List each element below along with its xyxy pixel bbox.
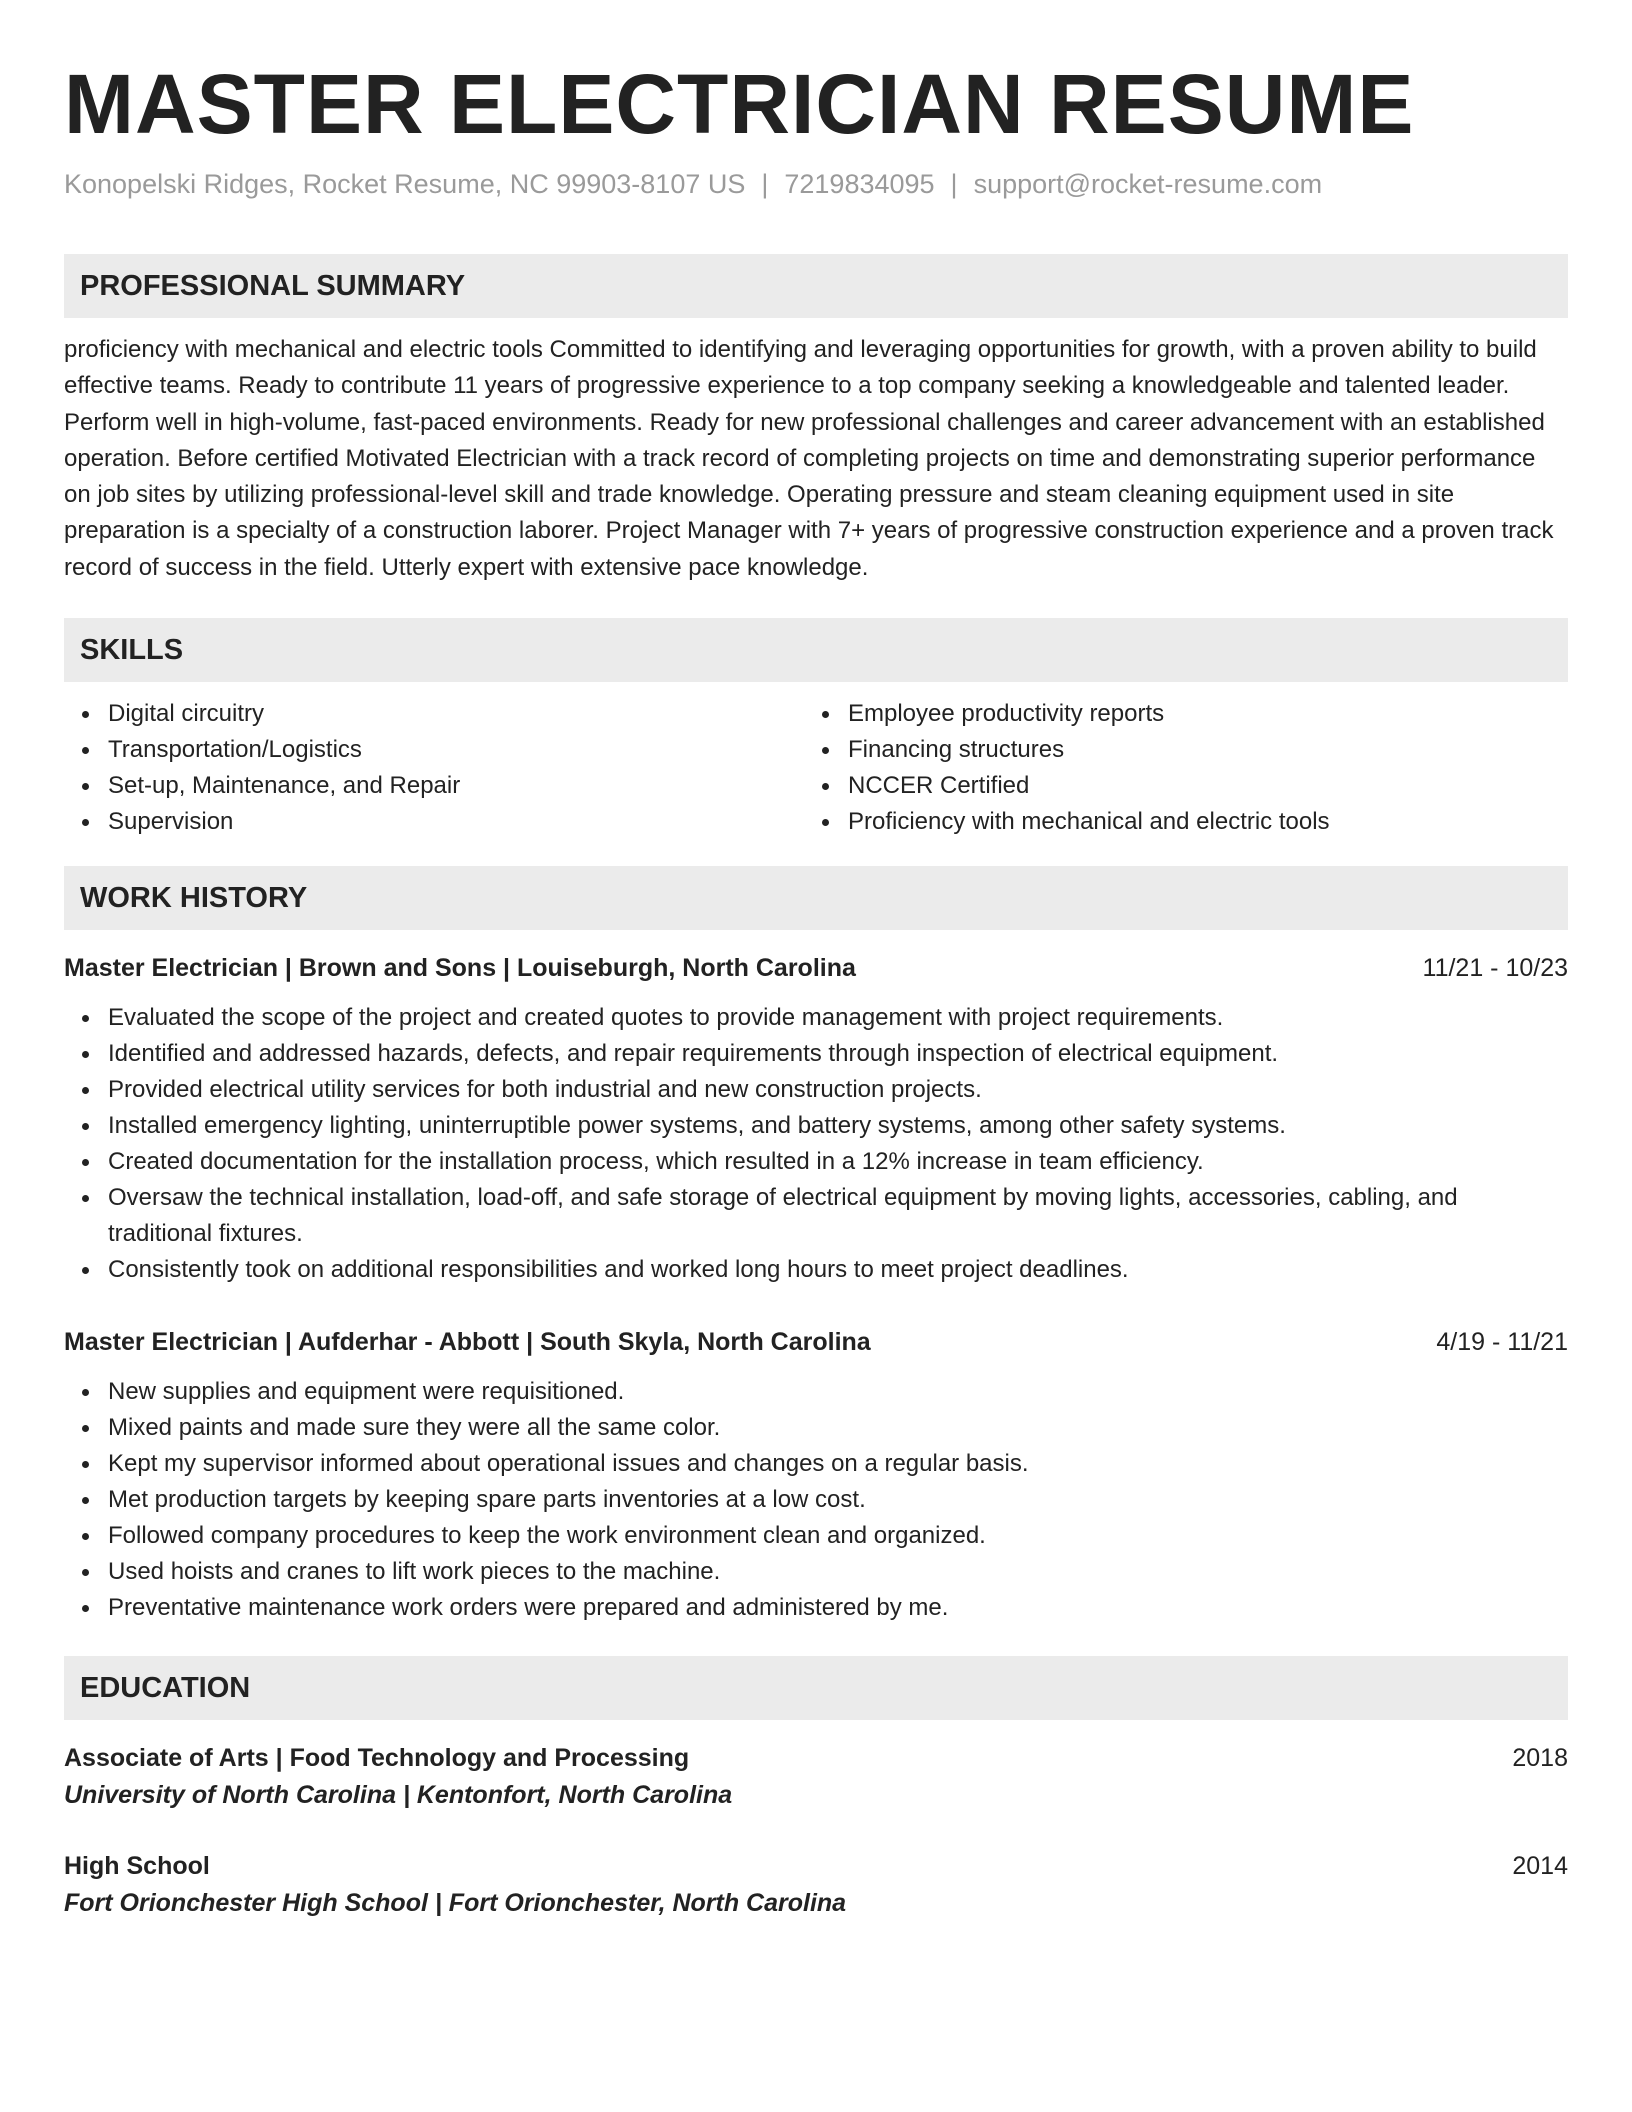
education-header (64, 1740, 1568, 1776)
job-bullets (64, 1374, 1568, 1626)
summary-text: proficiency with mechanical and electric tools Committed to identifying and leveraging opportunities for growth, with a proven ability to build effective teams. Ready to contribute 11 years of progressive experience to a top company seeking a knowledgeable and talented leader. Perform well in high-volume, fast-paced environments. Ready for new professional challenges and career advancement with an established operation. Before certified Motivated Electrician with a track record of completing projects on time and demonstrating superior performance on job sites by utilizing professional-level skill and trade knowledge. Operating pressure and steam cleaning equipment used in site preparation is a specialty of a construction laborer. Project Manager with 7+ years of progressive construction experience and a proven track record of success in the field. Utterly expert with extensive pace knowledge. (64, 336, 1554, 581)
job-bullet: Provided electrical utility services for both industrial and new construction projects. (108, 1072, 1568, 1108)
contact-email: support@rocket-resume.com (973, 169, 1323, 199)
skill-item: Proficiency with mechanical and electric tools (848, 804, 1544, 840)
job-header (64, 950, 1568, 986)
job-bullet: Installed emergency lighting, uninterruptible power systems, and battery systems, among other safety systems. (108, 1108, 1568, 1144)
job-bullet: Evaluated the scope of the project and created quotes to provide management with project requirements. (108, 1000, 1568, 1036)
education-degree: Associate of Arts | Food Technology and Processing (64, 1744, 690, 1773)
education-school: University of North Carolina | Kentonfort, North Carolina (64, 1781, 733, 1810)
job-bullet: Followed company procedures to keep the work environment clean and organized. (108, 1518, 1568, 1554)
skills-list (64, 696, 1568, 840)
job-entry (64, 950, 1568, 1288)
job-bullet: Kept my supervisor informed about operational issues and changes on a regular basis. (108, 1446, 1568, 1482)
job-header (64, 1324, 1568, 1360)
education-year: 2018 (1512, 1744, 1568, 1773)
education-school: Fort Orionchester High School | Fort Orionchester, North Carolina (64, 1889, 847, 1918)
contact-phone: 7219834095 (784, 169, 935, 199)
job-bullet: New supplies and equipment were requisitioned. (108, 1374, 1568, 1410)
job-bullet: Consistently took on additional responsibilities and worked long hours to meet project deadlines. (108, 1252, 1568, 1288)
job-dates: 4/19 - 11/21 (1436, 1328, 1568, 1357)
job-entry (64, 1324, 1568, 1626)
job-bullet: Preventative maintenance work orders were prepared and administered by me. (108, 1590, 1568, 1626)
education-entry (64, 1848, 1568, 1922)
skill-item: Employee productivity reports (848, 696, 1544, 732)
education-degree: High School (64, 1852, 210, 1881)
education-header (64, 1848, 1568, 1884)
skill-item: Set-up, Maintenance, and Repair (108, 768, 804, 804)
job-bullets (64, 1000, 1568, 1288)
job-bullet: Used hoists and cranes to lift work pieces to the machine. (108, 1554, 1568, 1590)
contact-line (64, 166, 1568, 202)
skills-column-left (64, 696, 804, 840)
skills-column-right (804, 696, 1544, 840)
skill-item: Digital circuitry (108, 696, 804, 732)
section-header-education: EDUCATION (64, 1656, 1568, 1720)
skill-item: NCCER Certified (848, 768, 1544, 804)
job-title: Master Electrician | Aufderhar - Abbott | South Skyla, North Carolina (64, 1328, 871, 1357)
skill-item: Financing structures (848, 732, 1544, 768)
section-header-work-history: WORK HISTORY (64, 866, 1568, 930)
job-title: Master Electrician | Brown and Sons | Louiseburgh, North Carolina (64, 954, 856, 983)
contact-address: Konopelski Ridges, Rocket Resume, NC 99903-8107 US (64, 169, 746, 199)
section-header-summary: PROFESSIONAL SUMMARY (64, 254, 1568, 318)
section-header-skills: SKILLS (64, 618, 1568, 682)
job-dates: 11/21 - 10/23 (1422, 954, 1568, 983)
job-bullet: Mixed paints and made sure they were all the same color. (108, 1410, 1568, 1446)
resume-title: MASTER ELECTRICIAN RESUME (64, 57, 1415, 151)
contact-separator: | (761, 169, 769, 199)
job-bullet: Met production targets by keeping spare parts inventories at a low cost. (108, 1482, 1568, 1518)
skill-item: Transportation/Logistics (108, 732, 804, 768)
job-bullet: Oversaw the technical installation, load-off, and safe storage of electrical equipment by moving lights, accessories, cabling, and traditional fixtures. (108, 1180, 1568, 1252)
skill-item: Supervision (108, 804, 804, 840)
job-bullet: Identified and addressed hazards, defects, and repair requirements through inspection of electrical equipment. (108, 1036, 1568, 1072)
education-year: 2014 (1512, 1852, 1568, 1881)
education-entry (64, 1740, 1568, 1814)
contact-separator: | (950, 169, 958, 199)
job-bullet: Created documentation for the installation process, which resulted in a 12% increase in team efficiency. (108, 1144, 1568, 1180)
